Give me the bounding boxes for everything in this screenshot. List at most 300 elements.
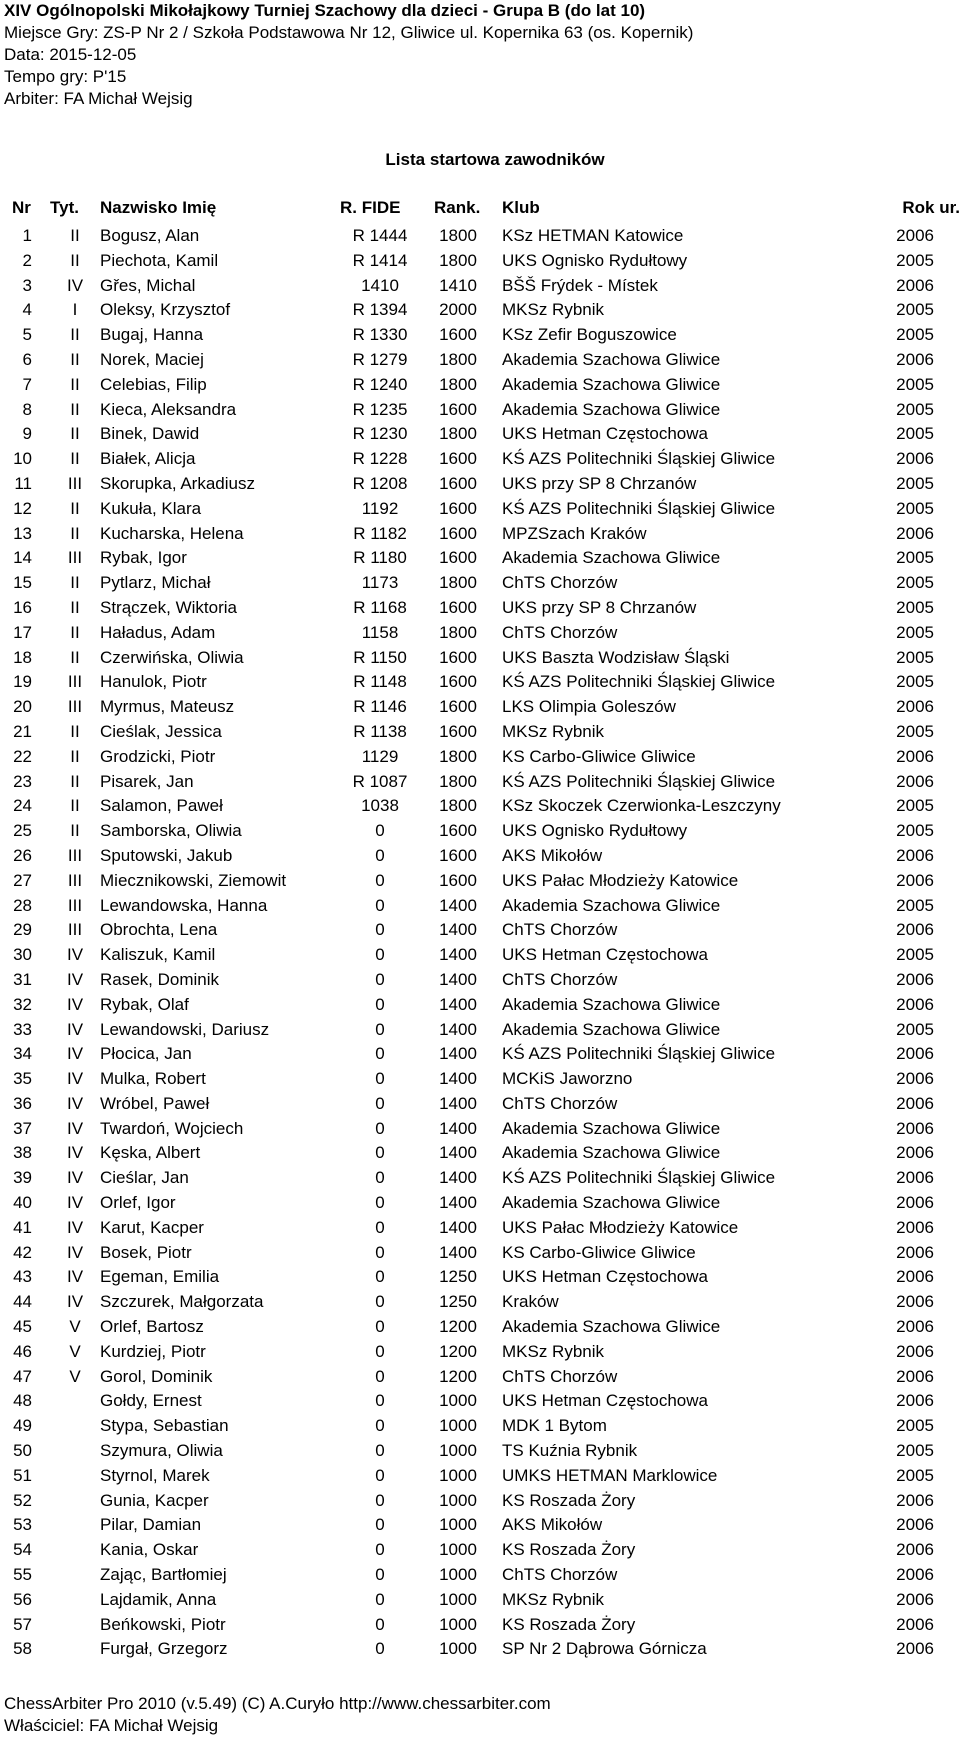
cell-tyt: II (70, 250, 80, 270)
cell-club: UKS Ognisko Rydułtowy (502, 250, 688, 270)
document-footer (4, 1693, 551, 1737)
cell-year: 2006 (896, 870, 934, 890)
cell-fide: 1038 (361, 796, 399, 816)
cell-fide: 0 (375, 1391, 385, 1411)
cell-fide: 0 (375, 969, 385, 989)
cell-year: 2006 (896, 1565, 934, 1585)
cell-year: 2006 (896, 697, 934, 717)
cell-fide: R 1235 (352, 399, 408, 419)
table-row (0, 274, 960, 299)
cell-rank: 1000 (439, 1441, 477, 1461)
cell-nr: 37 (13, 1118, 32, 1138)
cell-rank: 1600 (439, 473, 477, 493)
table-row (0, 695, 960, 720)
cell-year: 2005 (896, 498, 934, 518)
cell-tyt: IV (66, 994, 84, 1014)
cell-rank: 1600 (439, 399, 477, 419)
owner-line: Właściciel: FA Michał Wejsig (4, 1716, 219, 1735)
cell-year: 2005 (896, 796, 934, 816)
cell-year: 2006 (896, 1242, 934, 1262)
cell-tyt: IV (66, 1168, 84, 1188)
cell-nr: 1 (22, 226, 32, 245)
cell-fide: 0 (375, 1465, 385, 1485)
cell-name: Kukuła, Klara (100, 498, 202, 518)
cell-nr: 53 (13, 1515, 32, 1535)
cell-rank: 1000 (439, 1416, 477, 1436)
cell-club: KS Roszada Żory (502, 1490, 636, 1510)
table-row (0, 943, 960, 968)
cell-nr: 43 (13, 1267, 32, 1287)
cell-rank: 1000 (439, 1639, 477, 1659)
table-row (0, 621, 960, 646)
table-row (0, 1538, 960, 1563)
cell-year: 2006 (896, 1366, 934, 1386)
cell-fide: R 1414 (352, 250, 408, 270)
cell-fide: R 1182 (353, 523, 407, 543)
table-row (0, 844, 960, 869)
cell-rank: 1400 (439, 1168, 477, 1188)
table-row (0, 1389, 960, 1414)
cell-year: 2006 (896, 845, 934, 865)
cell-tyt: II (70, 647, 80, 667)
cell-tyt: V (69, 1366, 81, 1386)
cell-name: Oleksy, Krzysztof (100, 300, 231, 320)
cell-name: Szymura, Oliwia (100, 1441, 223, 1461)
cell-year: 2006 (896, 449, 934, 469)
cell-year: 2005 (896, 1416, 934, 1436)
cell-year: 2005 (896, 548, 934, 568)
table-row (0, 1067, 960, 1092)
cell-nr: 29 (13, 920, 32, 940)
cell-club: UKS Hetman Częstochowa (502, 1267, 708, 1287)
cell-rank: 1400 (439, 1143, 477, 1163)
cell-year: 2006 (896, 1391, 934, 1411)
cell-nr: 7 (22, 374, 32, 394)
cell-rank: 1400 (439, 994, 477, 1014)
cell-nr: 11 (14, 473, 32, 493)
cell-tyt: II (70, 498, 80, 518)
list-title: Lista startowa zawodników (385, 150, 605, 169)
cell-nr: 45 (13, 1317, 32, 1337)
cell-name: Beńkowski, Piotr (100, 1614, 226, 1634)
cell-name: Karut, Kacper (100, 1217, 204, 1237)
cell-name: Myrmus, Mateusz (100, 697, 235, 717)
cell-nr: 58 (13, 1639, 32, 1659)
cell-nr: 25 (13, 821, 32, 841)
cell-rank: 1800 (439, 622, 477, 642)
cell-name: Orlef, Bartosz (100, 1317, 204, 1337)
cell-name: Szczurek, Małgorzata (100, 1292, 264, 1312)
table-row (0, 1489, 960, 1514)
cell-club: Akademia Szachowa Gliwice (502, 1143, 721, 1163)
table-row (0, 1340, 960, 1365)
table-row (0, 745, 960, 770)
table-row (0, 571, 960, 596)
cell-fide: 0 (375, 945, 385, 965)
header-title: Tyt. (50, 198, 79, 217)
cell-nr: 23 (13, 771, 32, 791)
cell-nr: 18 (13, 647, 32, 667)
table-row (0, 1513, 960, 1538)
cell-rank: 1400 (439, 1093, 477, 1113)
cell-fide: 0 (375, 1366, 385, 1386)
table-header (0, 197, 960, 219)
cell-year: 2006 (896, 746, 934, 766)
cell-year: 2006 (896, 1341, 934, 1361)
cell-club: KŚ AZS Politechniki Śląskiej Gliwice (502, 449, 776, 469)
cell-club: Akademia Szachowa Gliwice (502, 994, 721, 1014)
cell-year: 2006 (896, 1044, 934, 1064)
cell-club: UKS Hetman Częstochowa (502, 1391, 708, 1411)
cell-year: 2005 (896, 821, 934, 841)
table-row (0, 1241, 960, 1266)
cell-nr: 14 (13, 548, 32, 568)
cell-fide: 0 (375, 1044, 385, 1064)
cell-club: UKS przy SP 8 Chrzanów (502, 597, 697, 617)
cell-name: Stypa, Sebastian (100, 1416, 229, 1436)
cell-tyt: II (70, 424, 80, 444)
cell-rank: 1800 (439, 250, 477, 270)
header-nr: Nr (12, 198, 31, 217)
cell-fide: 0 (375, 1639, 385, 1659)
cell-nr: 2 (22, 250, 32, 270)
cell-tyt: IV (66, 1193, 84, 1213)
cell-tyt: IV (66, 1069, 84, 1089)
cell-club: Akademia Szachowa Gliwice (502, 1019, 721, 1039)
cell-club: UKS Pałac Młodzieży Katowice (502, 870, 739, 890)
cell-nr: 12 (13, 498, 32, 518)
cell-fide: R 1228 (352, 449, 408, 469)
table-row (0, 1315, 960, 1340)
cell-fide: 1410 (361, 275, 399, 295)
cell-fide: 0 (375, 1069, 385, 1089)
cell-fide: 0 (375, 1193, 385, 1213)
cell-nr: 5 (22, 325, 32, 345)
cell-rank: 1200 (439, 1317, 477, 1337)
cell-club: KS Carbo-Gliwice Gliwice (502, 746, 696, 766)
cell-year: 2006 (896, 1540, 934, 1560)
cell-club: Akademia Szachowa Gliwice (502, 548, 721, 568)
header-rank: Rank. (434, 198, 481, 217)
cell-name: Grodzicki, Piotr (100, 746, 216, 766)
cell-nr: 52 (13, 1490, 32, 1510)
cell-rank: 1800 (439, 796, 477, 816)
table-row (0, 472, 960, 497)
cell-tyt: IV (66, 1019, 84, 1039)
cell-rank: 1600 (439, 697, 477, 717)
cell-rank: 1000 (439, 1614, 477, 1634)
table-row (0, 993, 960, 1018)
cell-tyt: I (72, 300, 78, 320)
cell-club: ChTS Chorzów (502, 969, 618, 989)
cell-rank: 1000 (439, 1540, 477, 1560)
cell-tyt: III (67, 473, 83, 493)
cell-fide: 0 (375, 1217, 385, 1237)
cell-year: 2006 (896, 1168, 934, 1188)
cell-rank: 1400 (439, 945, 477, 965)
cell-club: ChTS Chorzów (502, 622, 618, 642)
table-row (0, 1117, 960, 1142)
cell-fide: 0 (375, 1292, 385, 1312)
cell-club: KSz Zefir Boguszowice (502, 325, 677, 345)
cell-rank: 1400 (439, 895, 477, 915)
cell-rank: 1400 (439, 1193, 477, 1213)
cell-name: Styrnol, Marek (100, 1465, 210, 1485)
table-row (0, 398, 960, 423)
cell-year: 2006 (896, 1317, 934, 1337)
cell-rank: 1800 (439, 374, 477, 394)
cell-nr: 41 (13, 1217, 32, 1237)
cell-fide: R 1230 (352, 424, 408, 444)
cell-club: KSz HETMAN Katowice (502, 226, 684, 245)
cell-name: Haładus, Adam (100, 622, 216, 642)
table-row (0, 447, 960, 472)
cell-year: 2006 (896, 523, 934, 543)
cell-name: Czerwińska, Oliwia (100, 647, 244, 667)
cell-year: 2006 (896, 969, 934, 989)
cell-fide: 0 (375, 1416, 385, 1436)
cell-year: 2006 (896, 1093, 934, 1113)
cell-club: KS Roszada Żory (502, 1540, 636, 1560)
cell-rank: 1400 (439, 920, 477, 940)
cell-club: KS Roszada Żory (502, 1614, 636, 1634)
cell-nr: 21 (13, 721, 32, 741)
tournament-title: XIV Ogólnopolski Mikołajkowy Turniej Szachowy dla dzieci - Grupa B (do lat 10) (4, 1, 646, 20)
table-row (0, 646, 960, 671)
cell-tyt: II (70, 771, 80, 791)
header-name: Nazwisko Imię (100, 198, 217, 217)
cell-club: Akademia Szachowa Gliwice (502, 1118, 721, 1138)
venue-line: Miejsce Gry: ZS-P Nr 2 / Szkoła Podstawowa Nr 12, Gliwice ul. Kopernika 63 (os. Kopernik) (4, 23, 694, 42)
table-row (0, 1018, 960, 1043)
cell-year: 2006 (896, 1292, 934, 1312)
cell-fide: 1173 (361, 573, 399, 593)
cell-tyt: II (70, 821, 80, 841)
cell-name: Płocica, Jan (100, 1044, 192, 1064)
table-row (0, 794, 960, 819)
cell-fide: 0 (375, 1515, 385, 1535)
cell-fide: 0 (375, 1168, 385, 1188)
cell-nr: 40 (13, 1193, 32, 1213)
cell-name: Strączek, Wiktoria (100, 597, 237, 617)
table-row (0, 1042, 960, 1067)
table-row (0, 1365, 960, 1390)
cell-club: ChTS Chorzów (502, 1565, 618, 1585)
cell-fide: R 1146 (353, 697, 407, 717)
table-row (0, 546, 960, 571)
tempo-line: Tempo gry: P'15 (4, 67, 127, 86)
table-row (0, 522, 960, 547)
table-row (0, 1092, 960, 1117)
cell-club: KŚ AZS Politechniki Śląskiej Gliwice (502, 1044, 776, 1064)
table-row (0, 422, 960, 447)
player-list (0, 224, 960, 1662)
cell-nr: 31 (13, 969, 32, 989)
cell-nr: 16 (13, 597, 32, 617)
cell-nr: 57 (13, 1614, 32, 1634)
table-row (0, 968, 960, 993)
table-row (0, 1563, 960, 1588)
cell-tyt: IV (66, 1093, 84, 1113)
cell-name: Gołdy, Ernest (100, 1391, 202, 1411)
cell-fide: 0 (375, 845, 385, 865)
cell-rank: 1800 (439, 226, 477, 245)
cell-tyt: III (67, 548, 83, 568)
cell-nr: 3 (22, 275, 32, 295)
cell-tyt: IV (66, 275, 84, 295)
cell-name: Kurdziej, Piotr (100, 1341, 206, 1361)
cell-fide: 0 (375, 895, 385, 915)
cell-tyt: II (70, 746, 80, 766)
cell-name: Rybak, Igor (100, 548, 187, 568)
cell-tyt: III (67, 920, 83, 940)
cell-year: 2006 (896, 994, 934, 1014)
cell-tyt: III (67, 845, 83, 865)
document-header (4, 0, 693, 110)
cell-club: BŠŠ Frýdek - Místek (502, 275, 658, 295)
cell-nr: 51 (13, 1465, 32, 1485)
cell-fide: R 1148 (353, 672, 407, 692)
cell-club: Akademia Szachowa Gliwice (502, 349, 721, 369)
cell-name: Kieca, Aleksandra (100, 399, 237, 419)
cell-name: Salamon, Paweł (100, 796, 223, 816)
cell-name: Lewandowski, Dariusz (100, 1019, 270, 1039)
cell-fide: 1158 (361, 622, 399, 642)
cell-rank: 1000 (439, 1565, 477, 1585)
cell-fide: 0 (375, 1341, 385, 1361)
header-fide: R. FIDE (340, 198, 401, 217)
cell-nr: 36 (13, 1093, 32, 1113)
cell-year: 2005 (896, 721, 934, 741)
cell-fide: 0 (375, 870, 385, 890)
table-row (0, 670, 960, 695)
cell-rank: 1400 (439, 1242, 477, 1262)
cell-rank: 1600 (439, 548, 477, 568)
table-row (0, 1265, 960, 1290)
cell-tyt: IV (66, 945, 84, 965)
cell-rank: 1600 (439, 672, 477, 692)
cell-fide: R 1087 (352, 771, 408, 791)
table-row (0, 1166, 960, 1191)
cell-name: Bugaj, Hanna (100, 325, 204, 345)
cell-year: 2006 (896, 1267, 934, 1287)
cell-tyt: II (70, 325, 80, 345)
cell-name: Gunia, Kacper (100, 1490, 209, 1510)
cell-club: Kraków (502, 1292, 559, 1312)
cell-fide: 0 (375, 1565, 385, 1585)
cell-tyt: II (70, 399, 80, 419)
cell-name: Skorupka, Arkadiusz (100, 473, 255, 493)
cell-name: Lewandowska, Hanna (100, 895, 268, 915)
cell-name: Pytlarz, Michał (100, 573, 211, 593)
cell-fide: 0 (375, 1093, 385, 1113)
cell-name: Miecznikowski, Ziemowit (100, 870, 287, 890)
table-row (0, 1637, 960, 1662)
cell-club: Akademia Szachowa Gliwice (502, 895, 721, 915)
cell-tyt: IV (66, 1292, 84, 1312)
cell-nr: 55 (13, 1565, 32, 1585)
cell-rank: 1600 (439, 647, 477, 667)
cell-tyt: IV (66, 969, 84, 989)
cell-nr: 19 (13, 672, 32, 692)
cell-year: 2005 (896, 399, 934, 419)
cell-club: ChTS Chorzów (502, 920, 618, 940)
table-row (0, 497, 960, 522)
cell-year: 2006 (896, 1118, 934, 1138)
cell-rank: 1400 (439, 969, 477, 989)
cell-year: 2005 (896, 1441, 934, 1461)
cell-tyt: III (67, 895, 83, 915)
cell-tyt: II (70, 374, 80, 394)
cell-fide: 0 (375, 1540, 385, 1560)
cell-nr: 42 (13, 1242, 32, 1262)
cell-nr: 10 (13, 449, 32, 469)
cell-club: ChTS Chorzów (502, 1366, 618, 1386)
cell-year: 2005 (896, 597, 934, 617)
cell-name: Hanulok, Piotr (100, 672, 207, 692)
cell-name: Sputowski, Jakub (100, 845, 233, 865)
table-row (0, 596, 960, 621)
cell-name: Samborska, Oliwia (100, 821, 242, 841)
cell-club: UKS Hetman Częstochowa (502, 424, 708, 444)
cell-fide: R 1444 (352, 226, 408, 245)
table-row (0, 1290, 960, 1315)
cell-club: KŚ AZS Politechniki Śląskiej Gliwice (502, 498, 776, 518)
cell-year: 2006 (896, 771, 934, 791)
cell-name: Rasek, Dominik (100, 969, 220, 989)
cell-name: Zając, Bartłomiej (100, 1565, 227, 1585)
cell-year: 2006 (896, 1143, 934, 1163)
cell-tyt: II (70, 597, 80, 617)
cell-year: 2006 (896, 275, 934, 295)
table-row (0, 1439, 960, 1464)
cell-name: Norek, Maciej (100, 349, 204, 369)
cell-year: 2005 (896, 672, 934, 692)
table-row (0, 894, 960, 919)
cell-year: 2005 (896, 1465, 934, 1485)
cell-tyt: III (67, 672, 83, 692)
cell-tyt: III (67, 697, 83, 717)
cell-year: 2005 (896, 1019, 934, 1039)
software-credit: ChessArbiter Pro 2010 (v.5.49) (C) A.Curyło http://www.chessarbiter.com (4, 1694, 551, 1713)
cell-tyt: II (70, 523, 80, 543)
cell-club: SP Nr 2 Dąbrowa Górnicza (502, 1639, 707, 1659)
cell-nr: 4 (22, 300, 32, 320)
cell-name: Twardoń, Wojciech (100, 1118, 244, 1138)
cell-name: Piechota, Kamil (100, 250, 219, 270)
cell-club: MCKiS Jaworzno (502, 1069, 633, 1089)
cell-name: Bogusz, Alan (100, 226, 200, 245)
cell-nr: 22 (13, 746, 32, 766)
cell-tyt: IV (66, 1217, 84, 1237)
cell-rank: 1400 (439, 1217, 477, 1237)
cell-fide: 1129 (361, 746, 399, 766)
table-row (0, 1141, 960, 1166)
cell-year: 2005 (896, 325, 934, 345)
cell-name: Lajdamik, Anna (100, 1589, 217, 1609)
cell-club: MKSz Rybnik (502, 1589, 605, 1609)
cell-fide: 0 (375, 1242, 385, 1262)
cell-tyt: II (70, 796, 80, 816)
cell-club: KS Carbo-Gliwice Gliwice (502, 1242, 696, 1262)
cell-nr: 49 (13, 1416, 32, 1436)
cell-tyt: III (67, 870, 83, 890)
cell-club: TS Kuźnia Rybnik (502, 1441, 638, 1461)
cell-rank: 1600 (439, 821, 477, 841)
cell-fide: R 1168 (353, 597, 407, 617)
cell-year: 2005 (896, 622, 934, 642)
cell-name: Bosek, Piotr (100, 1242, 192, 1262)
